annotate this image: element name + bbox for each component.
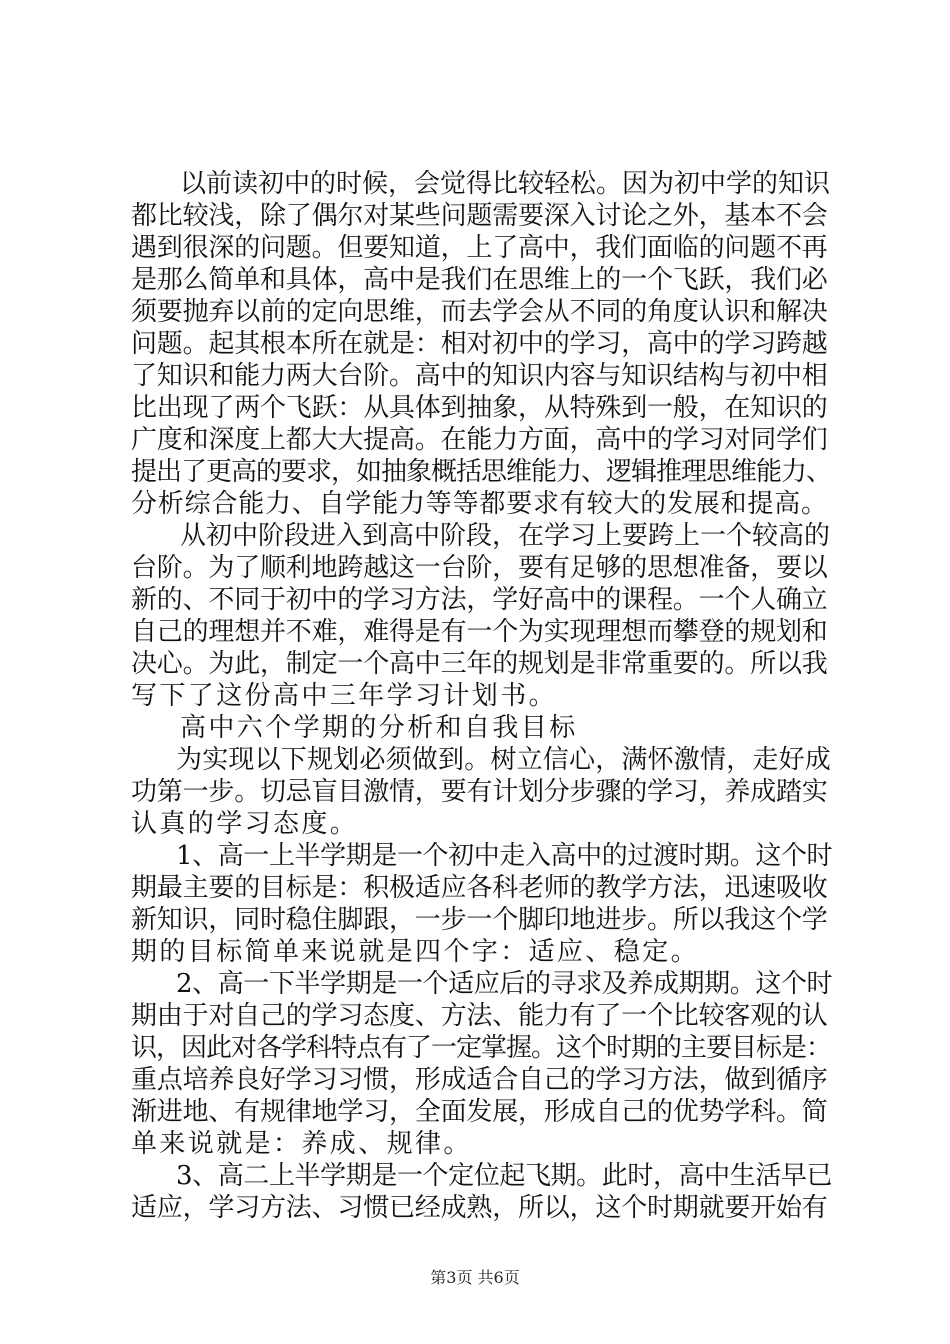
text-line: 认真的学习态度。 [131,809,359,839]
text-line: 提出了更高的要求，如抽象概括思维能力、逻辑推理思维能力、 [131,457,832,487]
text-line: 识，因此对各学科特点有了一定掌握。这个时期的主要目标是： [131,1033,832,1063]
text-line: 问题。起其根本所在就是：相对初中的学习，高中的学习跨越 [131,329,828,359]
text-line: 遇到很深的问题。但要知道，上了高中，我们面临的问题不再 [131,233,828,263]
text-line: 重点培养良好学习习惯，形成适合自己的学习方法，做到循序 [131,1065,828,1095]
text-line: 写下了这份高中三年学习计划书。 [131,681,558,711]
text-line: 功第一步。切忌盲目激情，要有计划分步骤的学习，养成踏实 [131,777,828,807]
text-line: 广度和深度上都大大提高。在能力方面，高中的学习对同学们 [131,425,828,455]
text-line: 1、高一上半学期是一个初中走入高中的过渡时期。这个时 [176,841,833,871]
text-line: 3、高二上半学期是一个定位起飞期。此时，高中生活早已 [176,1161,833,1191]
page-footer: 第3页 共6页 [430,1268,520,1287]
text-line: 新知识，同时稳住脚跟，一步一个脚印地进步。所以我这个学 [131,905,828,935]
text-line: 新的、不同于初中的学习方法，学好高中的课程。一个人确立 [131,585,828,615]
text-line: 单来说就是：养成、规律。 [131,1129,472,1159]
text-line: 自己的理想并不难，难得是有一个为实现理想而攀登的规划和 [131,617,828,647]
text-line: 2、高一下半学期是一个适应后的寻求及养成期期。这个时 [176,969,833,999]
text-line: 了知识和能力两大台阶。高中的知识内容与知识结构与初中相 [131,361,828,391]
text-line: 比出现了两个飞跃：从具体到抽象，从特殊到一般，在知识的 [131,393,828,423]
text-line: 台阶。为了顺利地跨越这一台阶，要有足够的思想准备，要以 [131,553,828,583]
text-line: 高中六个学期的分析和自我目标 [180,713,578,743]
text-line: 以前读初中的时候，会觉得比较轻松。因为初中学的知识 [180,169,831,199]
text-line: 期最主要的目标是：积极适应各科老师的教学方法，迅速吸收 [131,873,828,903]
text-line: 决心。为此，制定一个高中三年的规划是非常重要的。所以我 [131,649,828,679]
text-line: 从初中阶段进入到高中阶段，在学习上要跨上一个较高的 [180,521,831,551]
text-line: 为实现以下规划必须做到。树立信心，满怀激情，走好成 [176,745,832,775]
text-line: 适应，学习方法、习惯已经成熟，所以，这个时期就要开始有 [131,1193,828,1223]
text-line: 须要抛弃以前的定向思维，而去学会从不同的角度认识和解决 [131,297,828,327]
text-line: 是那么简单和具体，高中是我们在思维上的一个飞跃，我们必 [131,265,828,295]
text-line: 都比较浅，除了偶尔对某些问题需要深入讨论之外，基本不会 [131,201,828,231]
text-line: 期由于对自己的学习态度、方法、能力有了一个比较客观的认 [131,1001,828,1031]
text-line: 分析综合能力、自学能力等等都要求有较大的发展和提高。 [131,489,828,519]
text-line: 渐进地、有规律地学习，全面发展，形成自己的优势学科。简 [131,1097,828,1127]
text-line: 期的目标简单来说就是四个字：适应、稳定。 [131,937,700,967]
